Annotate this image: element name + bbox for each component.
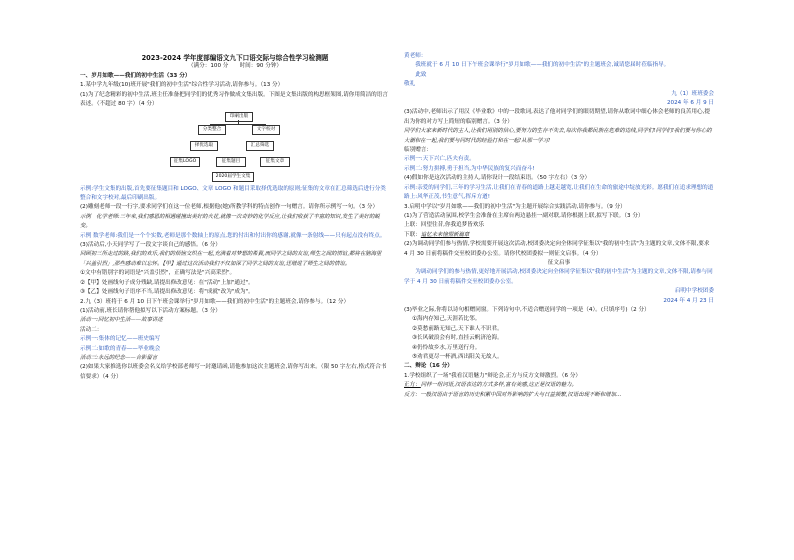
notice-body: 为调动同学们的参与热情,更好地开展活动,校团委决定向全体同学征集以"我的初中生活"为主题的文章,文体不限,请参与同学于 4 月 30 日前将稿件交至校团委办公室。 (404, 269, 713, 285)
debate-pro-label: 正方： (404, 382, 421, 389)
debate-pro (404, 381, 714, 390)
sub-question-3: ③【乙】处画线句子语序不当,请提出修改意见：将"成就"改为"成为"。 (80, 289, 254, 296)
diagram-node-classify: 分类整合 (198, 125, 226, 135)
question-2-2: (2)如果大家推选你以班委会名义给学校部老师写一封邀请函,请他参加这次主题班会,请你写出来。（限 50 字左右,格式符合书信要求）（4 分） (80, 364, 387, 380)
letter-salutation: 黄老师： (404, 53, 427, 59)
diagram-node-collect: 汇总筛选 (246, 141, 274, 151)
closing-example: 示例:亲爱的同学们,三年的学习生活,让我们在青春的道路上越走越宽,让我们在生命的旅途中绽放光彩。愿我们在追求理想的道路上:风华正茂,书生意气,挥斥方遒! (404, 184, 714, 201)
activity-example-1: 示例一:集体的记忆——班史编写 (80, 336, 161, 343)
question-2-3: (3)活动中,老师出示了用汉《毕业歌》中的一段歌词,表达了他对同学们的眼切期望,请你从歌词中细心体会老师的良苦用心,提出为你的对方写上简短的临别赠言。（3 分） (404, 109, 710, 125)
poem-option-4: ④仍怜故乡水,万里送行舟。 (412, 344, 481, 351)
passage-text: 回顾初三所走过的路,我们的欢乐,我们的烦恼交织在一起,充满着对梦想的希冀,而同学之间的友谊,师生之间的情谊,都将在脑海里「兴盖引烈」,那些感动难以忘怀。【甲】通过这次活动我们不仅加深了同学之间的友谊,还增进了师生之间的情谊。 (80, 251, 382, 267)
letter-date: 2024 年 6 月 9 日 (666, 100, 714, 107)
left-column (80, 72, 390, 382)
letter-closing-1: 此致 (415, 71, 427, 78)
page-subtitle: （满分：100 分 时间：90 分钟） (187, 63, 283, 69)
question-1-1: (1)为了纪念精彩的初中生活,班主任准备把同学们的优秀习作做成文集出版。下图是文集出版的构思框架图,请你用简洁的语言表述。（不超过 80 字）（4 分） (80, 91, 388, 108)
question-2-1: (1)活动前,班长请你帮他拟写以下活动方案标题。（3 分） (80, 307, 221, 314)
diagram-node-logo: 征集LOGO (170, 157, 200, 167)
activity-3: 活动三:永远的纪念——合影留言 (80, 354, 158, 361)
notice-date: 2024 年 4 月 23 日 (663, 297, 714, 304)
couplet-lower (404, 231, 714, 240)
poem-option-2: ②莫愁前路无知己,天下谁人不识君。 (412, 325, 503, 332)
poem-option-5: ⑤劝君更尽一杯酒,西出阳关无故人。 (412, 354, 503, 360)
activity-example-2: 示例二:如歌的青春——毕业晚会 (80, 345, 161, 352)
question-2-4: (4)假如你是这次活动的主持人,请你设计一段结束语。（50 字左右）（3 分） (404, 175, 591, 182)
farewell-example-2: 示例二:努力拼搏,勇于担当,为中华民族的复兴而奋斗! (404, 165, 535, 172)
question-1-3: (3)活动后,小天同学写了一段文字谈自己的感悟。（6 分） (80, 242, 221, 249)
couplet-lower-label: 下联： (404, 231, 421, 238)
diagram-node-top: 印刷出版 (225, 112, 253, 122)
question-3-2: (2)为调动同学们参与热情,学校需要开展这次活动,校团委决定向全体同学征集以"我的初中生活"为主题的文章,文体不限,要求 4 月 30 日前将稿件交至校团委办公室。请你代校团委拟一则征文启事。（4 分） (404, 241, 710, 257)
diagram-node-articles: 征集文章 (260, 157, 290, 167)
question-3: 3.启明中学以"岁月如歌——我们的初中生活"为主题开展综合实践活动,请你参与。（9 分） (404, 203, 626, 210)
debate-question: 1.学校组织了一场"我看汉语魅力"辩论会,正方与反方文辩激烈。（6 分） (404, 372, 582, 379)
letter-signature: 九（1）班班委会 (671, 90, 714, 97)
letter-closing-2: 敬礼 (404, 81, 416, 88)
notice-title: 征文启事 (547, 259, 571, 266)
question-2: 2.九（3）班将于 6 月 10 日下午班会课举行"岁月如歌——我们的初中生活"的主题班会,请你参与。（12 分） (80, 298, 350, 305)
diagram-node-proofread: 文字校对 (252, 125, 280, 135)
right-column (404, 52, 714, 400)
song-lyrics: 同学们大家来新时代的主人,让我们用别的信心,要努力的生存不失去,每次你我都民族在危难的边线,同学们!同学们!我们要与你心的大潮和在一起,我们要与同时代的经验打和在一起!从那一学习! (404, 128, 712, 144)
section-heading-2: 二、辩论（16 分） (404, 363, 453, 370)
couplet-lower-answer: 追忆未来憧憬新篇章 (420, 231, 470, 238)
diagram-node-base: 2020届学生文集 (212, 172, 254, 182)
diagram-node-select: 择优选取 (190, 141, 218, 151)
section-heading: 一、岁月如歌——我们的初中生活（33 分） (80, 73, 191, 79)
debate-pro-text: 同样一组词语,汉语表达的方式多样,富有美感,这正是汉语的魅力。 (420, 382, 577, 389)
answer-1-1: 示例:学生文集的出版,首先要征集题目和 LOGO、文章 LOGO 和题目采取择优选取的原则;征集的文章在汇总筛选后进行分类整合和文字校对,最后印刷出版。 (80, 185, 386, 202)
sub-question-2: ②【甲】处画线句子成分残缺,请提出修改意见：在"活动"上加"通过"。 (80, 279, 254, 286)
question-1: 1.某中学九年级(10)班开展"我们的初中生活"综合性学习活动,请你参与。（13 分） (80, 82, 284, 89)
poem-option-3: ③长风破浪会有时,直挂云帆济沧海。 (412, 335, 503, 342)
page-title: 2023-2024 学年度部编语文九下口语交际与综合性学习检测题 (141, 54, 329, 62)
poem-option-1: ①海内存知己,天涯若比邻。 (412, 316, 481, 323)
diagram-node-titles: 征集题目 (216, 157, 246, 167)
couplet-upper: 上联：回望往昔,你我追梦皆欢乐 (404, 222, 485, 229)
answer-1-2-b: 示例 数学老师:我们是一个个实数,老师是那个数轴上的原点,您的付出和付出你的感谢,就像一条射线——只有起点没有终点。 (80, 232, 386, 239)
farewell-label: 临别赠言： (404, 147, 432, 154)
notice-signature: 启明中学校团委 (674, 288, 714, 295)
question-3-1: (1)为了营造活动氛围,校学生会准备在主席台两边悬挂一副对联,请你根据上联,拟写下联。（3 分） (404, 212, 644, 219)
activity-2: 活动二： (80, 326, 103, 333)
question-1-2: (2)雕刻老师一段一行字,要求同学们在这一位老师,根据他(她)所教学科的特点创作一句赠言。请你所示例写一句。（3 分） (80, 204, 379, 211)
sub-question-1: ①文中有错别字的词语是"兴盖引烈"，正确写法是"兴高采烈"。 (80, 270, 236, 277)
activity-1: 活动一:回忆初中生活——故事讲述 (80, 317, 163, 324)
answer-1-2-a: 示例 化学老师:三年来,我们感恩的相遇碰撞出美好的火花,就像一次奇妙的化学反应,让我们收获了丰富的知识,发生了美好的蜕变。 (80, 213, 380, 230)
letter-body: 我班就于 6 月 10 日下午班会课举行"岁月如歌——我们的初中生活"的主题班会,诚请您届时莅临指导。 (415, 62, 670, 69)
framework-diagram (168, 112, 308, 182)
farewell-example-1: 示例一:天下兴亡,匹夫有责。 (404, 156, 475, 163)
question-3-3: (3)毕业之际,你将以诗句相赠同窗。下列诗句中,不适合赠送同学的一项是（4）。(只填序号)（2 分） (404, 306, 650, 313)
debate-con: 反方：一般汉语由于语言的历史积累中国对外影响的扩大与日益频繁,汉语出现不断和增加... (404, 391, 622, 398)
